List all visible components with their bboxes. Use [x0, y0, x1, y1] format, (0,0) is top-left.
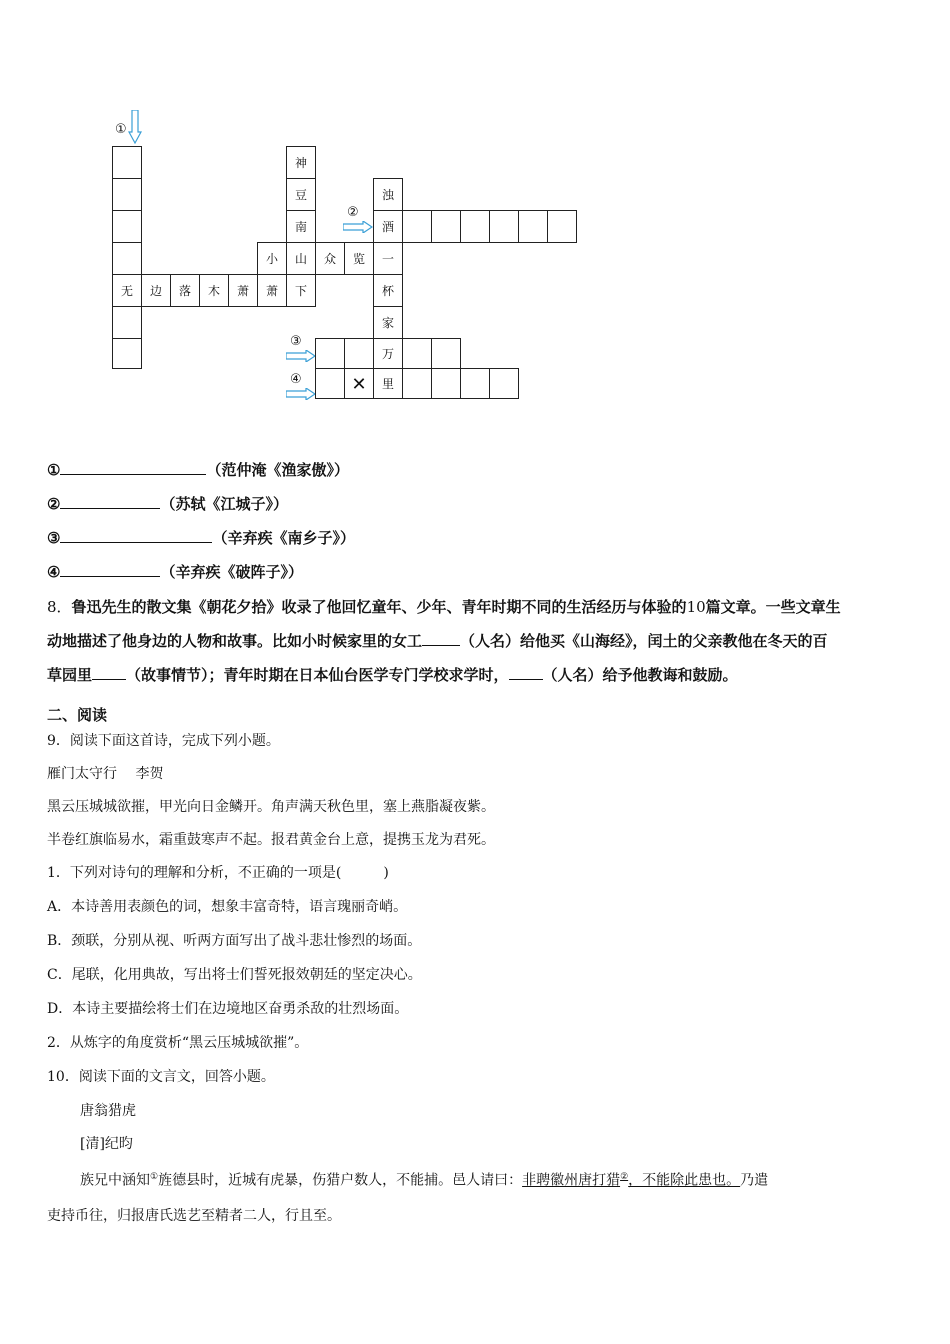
- fill-line-1: [47, 460, 349, 480]
- answer-blank[interactable]: [60, 528, 212, 543]
- poem-title: 雁门太守行 李贺: [47, 766, 164, 782]
- cw-cell[interactable]: [431, 338, 461, 369]
- crossword-puzzle: [0, 0, 950, 420]
- answer-blank[interactable]: [509, 665, 543, 680]
- answer-blank[interactable]: [60, 494, 160, 509]
- cw-cell[interactable]: [112, 306, 142, 339]
- footnote-marker: ①: [150, 1172, 159, 1182]
- cw-cell: 酒: [373, 210, 403, 243]
- cw-cell[interactable]: [112, 338, 142, 369]
- cw-cell: 小: [257, 242, 287, 275]
- marker-1: ①: [115, 122, 127, 137]
- q8-line-1: [47, 590, 909, 624]
- arrow-right-icon: [286, 350, 316, 362]
- option-c[interactable]: C．尾联，化用典故，写出将士们誓死报效朝廷的坚定决心。: [47, 967, 422, 983]
- answer-blank[interactable]: [60, 562, 160, 577]
- cw-cell: 杯: [373, 274, 403, 307]
- cw-cell[interactable]: [112, 178, 142, 211]
- cw-cell: 一: [373, 242, 403, 275]
- source: （辛弃疾《南乡子》）: [212, 529, 355, 547]
- question-number: 8．: [47, 598, 72, 616]
- passage-author: [清]纪昀: [80, 1136, 133, 1152]
- passage-text: 旌德县时，近城有虎暴，伤猎户数人，不能捕。邑人请曰：: [158, 1172, 523, 1189]
- arrow-right-icon: [286, 388, 316, 400]
- cw-cell: 萧: [228, 274, 258, 307]
- q9-sub1: 1．下列对诗句的理解和分析，不正确的一项是( ): [47, 865, 389, 881]
- question-8: [47, 590, 909, 692]
- passage-title: 唐翁猎虎: [80, 1103, 136, 1119]
- marker-2: ②: [347, 205, 359, 220]
- q8-text: 鲁迅先生的散文集《朝花夕拾》收录了他回忆童年、少年、青年时期不同的生活经历与体验的: [71, 598, 687, 616]
- option-b[interactable]: B．颈联，分别从视、听两方面写出了战斗悲壮惨烈的场面。: [47, 933, 422, 949]
- cw-cell[interactable]: [402, 210, 432, 243]
- cw-cell: 落: [170, 274, 200, 307]
- cw-cell: 豆: [286, 178, 316, 211]
- underlined-text: ，不能除此患也。: [628, 1172, 741, 1189]
- cw-cell: 下: [286, 274, 316, 307]
- cw-cell[interactable]: [315, 368, 345, 399]
- cw-cell: 众: [315, 242, 345, 275]
- cw-cell: 神: [286, 146, 316, 179]
- source: （苏轼《江城子》）: [160, 495, 288, 513]
- marker: ③: [47, 529, 61, 547]
- marker: ②: [47, 495, 61, 513]
- marker-3: ③: [290, 334, 302, 349]
- cw-cell: 无: [112, 274, 142, 307]
- q8-line-2: [47, 624, 909, 658]
- cw-cell: 山: [286, 242, 316, 275]
- cw-cell[interactable]: [344, 338, 374, 369]
- cw-cell[interactable]: [547, 210, 577, 243]
- cw-cell: 萧: [257, 274, 287, 307]
- cw-cell: 万: [373, 338, 403, 369]
- answer-blank[interactable]: [92, 665, 126, 680]
- cw-cell[interactable]: [431, 210, 461, 243]
- cw-cell-crossed: ✕: [344, 368, 374, 399]
- cw-cell[interactable]: [315, 338, 345, 369]
- cw-cell[interactable]: [460, 368, 490, 399]
- passage-text: 乃遣: [740, 1172, 769, 1189]
- q9-intro: 9．阅读下面这首诗，完成下列小题。: [47, 733, 280, 749]
- marker: ④: [47, 563, 61, 581]
- answer-blank[interactable]: [422, 631, 460, 646]
- section-title: 二、阅读: [47, 706, 108, 724]
- q10-intro: 10．阅读下面的文言文，回答小题。: [47, 1069, 275, 1085]
- cw-cell[interactable]: [112, 242, 142, 275]
- poem-line-2: 半卷红旗临易水，霜重鼓寒声不起。报君黄金台上意，提携玉龙为君死。: [47, 832, 495, 848]
- cw-cell: 边: [141, 274, 171, 307]
- q8-text: 动地描述了他身边的人物和故事。比如小时候家里的女工: [47, 632, 423, 650]
- answer-blank[interactable]: [60, 460, 206, 475]
- cw-cell: 浊: [373, 178, 403, 211]
- q8-text: 草园里: [47, 666, 93, 684]
- cw-cell[interactable]: [112, 210, 142, 243]
- poem-line-1: 黑云压城城欲摧，甲光向日金鳞开。角声满天秋色里，塞上燕脂凝夜紫。: [47, 799, 495, 815]
- cw-cell: 览: [344, 242, 374, 275]
- footnote-marker: ②: [620, 1172, 629, 1182]
- fill-line-3: [47, 528, 355, 548]
- q8-text: （人名）给他买《山海经》，闰土的父亲教他在冬天的百: [460, 632, 828, 650]
- cw-cell[interactable]: [402, 338, 432, 369]
- q8-text: 篇文章。一些文章生: [705, 598, 841, 616]
- underlined-text: 非聘徽州唐打猎: [522, 1172, 621, 1189]
- marker-4: ④: [290, 372, 302, 387]
- cw-cell: 家: [373, 306, 403, 339]
- cw-cell: 木: [199, 274, 229, 307]
- option-d[interactable]: D．本诗主要描绘将士们在边境地区奋勇杀敌的壮烈场面。: [47, 1001, 409, 1017]
- passage-line-2: 吏持币往，归报唐氏选艺至精者二人，行且至。: [47, 1208, 341, 1224]
- q8-number: 10: [686, 598, 706, 616]
- marker: ①: [47, 461, 61, 479]
- source: （辛弃疾《破阵子》）: [160, 563, 303, 581]
- cw-cell[interactable]: [460, 210, 490, 243]
- cw-cell[interactable]: [489, 368, 519, 399]
- q8-line-3: [47, 658, 909, 692]
- arrow-down-icon: [128, 110, 142, 144]
- cw-cell[interactable]: [431, 368, 461, 399]
- cw-cell[interactable]: [112, 146, 142, 179]
- cw-cell[interactable]: [489, 210, 519, 243]
- passage-line-1: [80, 1167, 768, 1191]
- cw-cell: 里: [373, 368, 403, 399]
- arrow-right-icon: [343, 221, 373, 233]
- option-a[interactable]: A．本诗善用表颜色的词，想象丰富奇特，语言瑰丽奇峭。: [47, 899, 408, 915]
- q8-text: （人名）给予他教诲和鼓励。: [542, 666, 738, 684]
- cw-cell[interactable]: [402, 368, 432, 399]
- source: （范仲淹《渔家傲》）: [206, 461, 349, 479]
- q9-sub2: 2．从炼字的角度赏析“黑云压城城欲摧”。: [47, 1035, 309, 1051]
- cw-cell: 南: [286, 210, 316, 243]
- fill-line-2: [47, 494, 288, 514]
- fill-line-4: [47, 562, 303, 582]
- passage-text: 族兄中涵知: [80, 1172, 150, 1189]
- q8-text: （故事情节）；青年时期在日本仙台医学专门学校求学时，: [126, 666, 509, 684]
- cw-cell[interactable]: [518, 210, 548, 243]
